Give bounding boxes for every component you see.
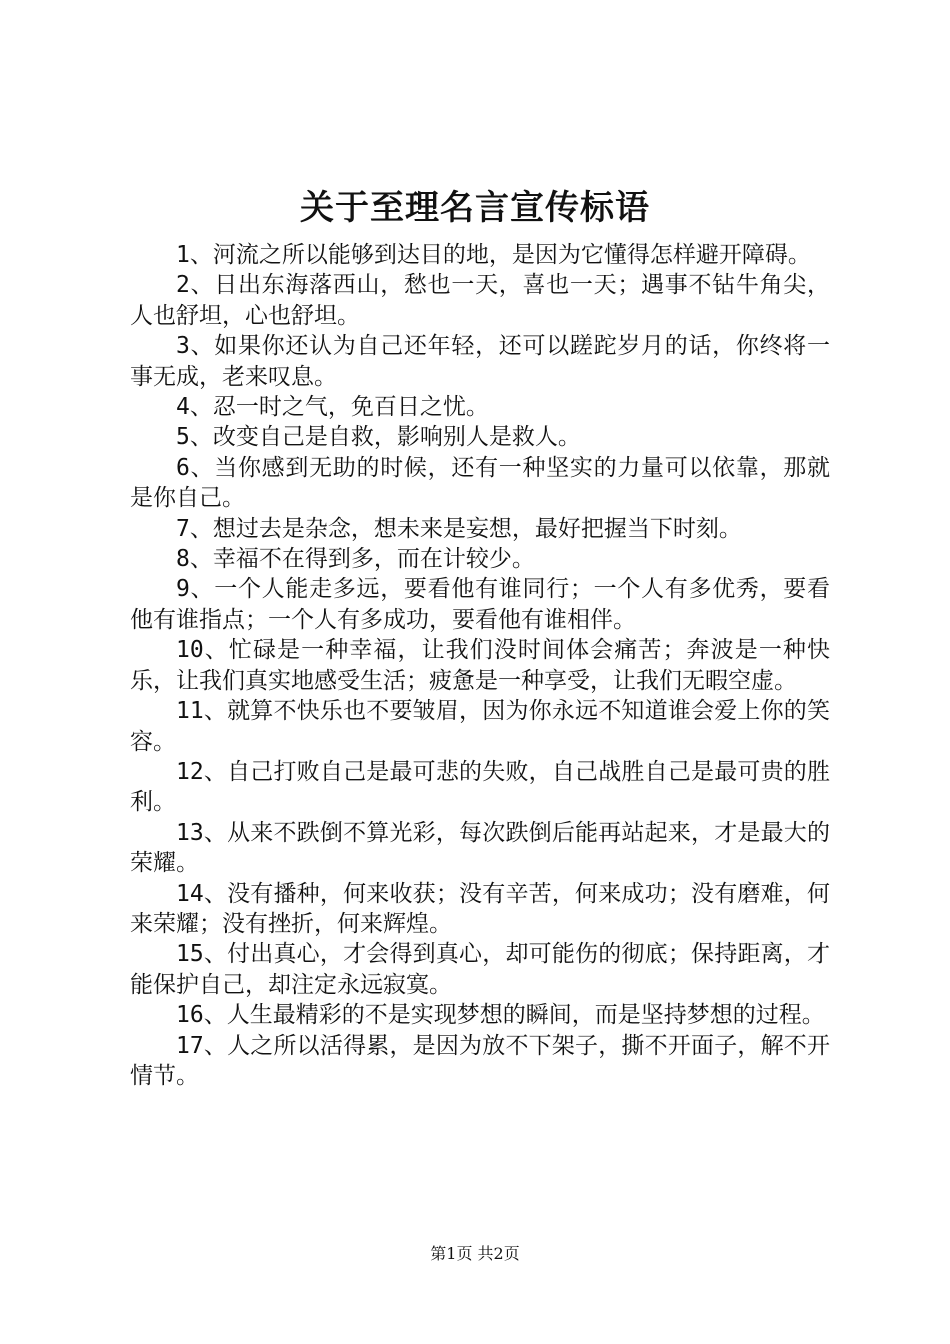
paragraph: 11、就算不快乐也不要皱眉，因为你永远不知道谁会爱上你的笑容。 — [130, 698, 830, 755]
paragraph: 1、河流之所以能够到达目的地，是因为它懂得怎样避开障碍。 — [176, 242, 811, 268]
paragraph: 16、人生最精彩的不是实现梦想的瞬间，而是坚持梦想的过程。 — [176, 1002, 825, 1029]
paragraph: 2、日出东海落西山，愁也一天，喜也一天；遇事不钻牛角尖，人也舒坦，心也舒坦。 — [130, 272, 830, 329]
paragraph: 7、想过去是杂念，想未来是妄想，最好把握当下时刻。 — [176, 515, 742, 542]
paragraph: 3、如果你还认为自己还年轻，还可以蹉跎岁月的话，你终将一事无成，老来叹息。 — [130, 333, 830, 390]
document-title: 关于至理名言宣传标语 — [300, 188, 650, 228]
paragraph: 13、从来不跌倒不算光彩，每次跌倒后能再站起来，才是最大的荣耀。 — [130, 819, 830, 877]
paragraph: 9、一个人能走多远，要看他有谁同行；一个人有多优秀，要看他有谁指点；一个人有多成功，要看他有谁相伴。 — [130, 576, 830, 633]
paragraph: 15、付出真心，才会得到真心，却可能伤的彻底；保持距离，才能保护自己，却注定永远寂寞。 — [130, 941, 830, 998]
paragraph: 10、忙碌是一种幸福，让我们没时间体会痛苦；奔波是一种快乐，让我们真实地感受生活；疲惫是一种享受，让我们无暇空虚。 — [130, 637, 830, 694]
paragraph: 6、当你感到无助的时候，还有一种坚实的力量可以依靠，那就是你自己。 — [130, 454, 830, 512]
paragraph: 17、人之所以活得累，是因为放不下架子，撕不开面子，解不开情节。 — [130, 1032, 830, 1089]
document-body — [130, 240, 830, 1091]
paragraph: 8、幸福不在得到多，而在计较少。 — [176, 546, 535, 573]
page-footer: 第1页 共2页 — [430, 1244, 520, 1263]
paragraph: 12、自己打败自己是最可悲的失败，自己战胜自己是最可贵的胜利。 — [130, 758, 830, 816]
paragraph: 14、没有播种，何来收获；没有辛苦，何来成功；没有磨难，何来荣耀；没有挫折，何来辉煌。 — [130, 880, 830, 937]
paragraph: 4、忍一时之气，免百日之忧。 — [176, 394, 489, 421]
paragraph: 5、改变自己是自救，影响别人是救人。 — [176, 424, 581, 451]
